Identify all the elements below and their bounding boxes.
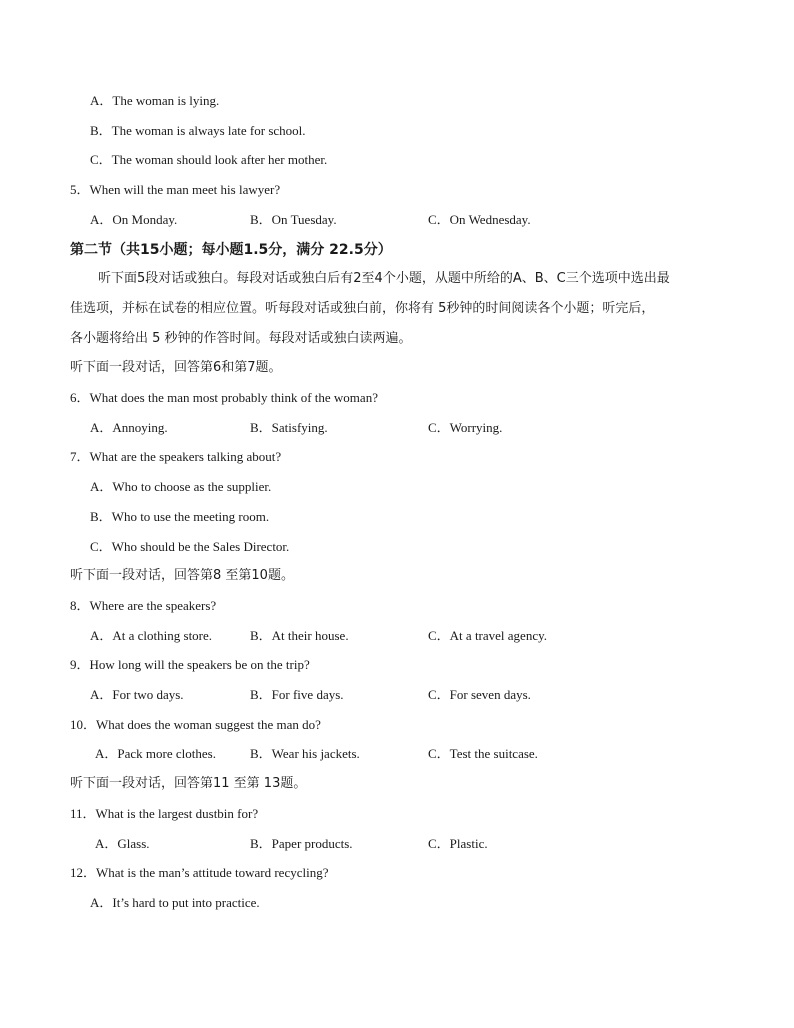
answer-option: B．The woman is always late for school. [90,123,306,138]
instruction-text: 听下面5段对话或独白。每段对话或独白后有2至4个小题，从题中所给的A、B、C三个选项中选出最 [98,271,670,286]
question-text: 7．What are the speakers talking about? [70,449,282,464]
answer-option: A．The woman is lying. [90,93,220,108]
answer-option: A．It’s hard to put into practice. [90,895,260,910]
answer-option: A．At a clothing store. [90,628,213,643]
question-text: 10．What does the woman suggest the man do? [70,717,321,732]
answer-option: A．Who to choose as the supplier. [90,479,272,494]
answer-option: B．For five days. [250,687,344,702]
answer-option: C．At a travel agency. [428,628,547,643]
question-text: 9．How long will the speakers be on the trip? [70,657,310,672]
answer-option: C．For seven days. [428,687,531,702]
answer-option: A．Glass. [95,836,150,851]
question-text: 5．When will the man meet his lawyer? [70,182,281,197]
answer-option: C．The woman should look after her mother. [90,152,328,167]
answer-option: B．Wear his jackets. [250,746,360,761]
instruction-text: 听下面一段对话，回答第8 至第10题。 [70,568,294,583]
answer-option: B．Who to use the meeting room. [90,509,270,524]
answer-option: C．Who should be the Sales Director. [90,539,290,554]
question-text: 11．What is the largest dustbin for? [70,806,259,821]
answer-option: B．Satisfying. [250,420,328,435]
section-heading: 第二节（共15小题；每小题1.5分，满分 22.5分） [70,242,392,258]
question-text: 6．What does the man most probably think of the woman? [70,390,378,405]
answer-option: B．On Tuesday. [250,212,337,227]
question-text: 8．Where are the speakers? [70,598,217,613]
answer-option: B．Paper products. [250,836,353,851]
instruction-text: 听下面一段对话，回答第11 至第 13题。 [70,776,307,791]
answer-option: C．Test the suitcase. [428,746,538,761]
answer-option: A．Pack more clothes. [95,746,216,761]
instruction-text: 听下面一段对话，回答第6和第7题。 [70,360,282,375]
answer-option: A．On Monday. [90,212,178,227]
answer-option: A．Annoying. [90,420,168,435]
answer-option: C．On Wednesday. [428,212,531,227]
instruction-text: 各小题将给出 5 秒钟的作答时间。每段对话或独白读两遍。 [70,331,412,346]
answer-option: A．For two days. [90,687,184,702]
instruction-text: 佳选项，并标在试卷的相应位置。听每段对话或独白前，你将有 5秒钟的时间阅读各个小题；听完后， [70,301,655,316]
answer-option: C．Plastic. [428,836,488,851]
answer-option: B．At their house. [250,628,349,643]
answer-option: C．Worrying. [428,420,503,435]
question-text: 12．What is the man’s attitude toward recycling? [70,865,329,880]
